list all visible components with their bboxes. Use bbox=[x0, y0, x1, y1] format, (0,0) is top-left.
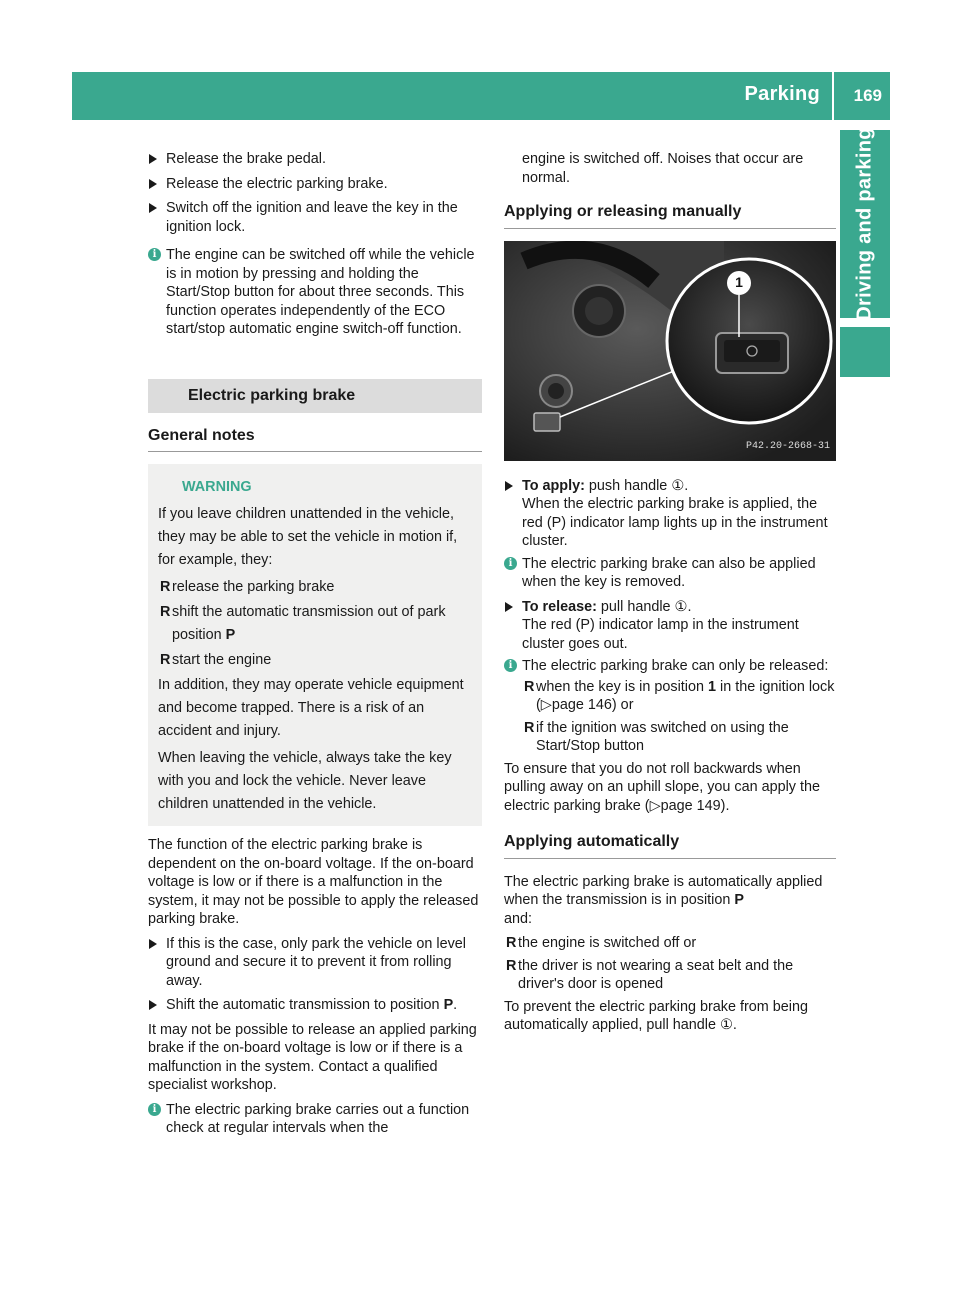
dashboard-illustration bbox=[504, 241, 836, 461]
step-arrow-icon bbox=[149, 1000, 157, 1010]
page-number: 169 bbox=[853, 86, 882, 105]
info-icon: i bbox=[504, 659, 517, 672]
chapter-side-tab-label: Driving and parking bbox=[853, 127, 876, 321]
step-arrow-icon bbox=[149, 179, 157, 189]
note-engine-switch-off: i The engine can be switched off while the vehicle is in motion by pressing and holding the Start/Stop button for about three seconds. This function operates independently of the ECO start/stop automatic engine switch-off function. bbox=[148, 246, 482, 339]
warning-bullet: R release the parking brake bbox=[160, 579, 335, 595]
step-arrow-icon bbox=[149, 154, 157, 164]
warning-para-leaving: When leaving the vehicle, always take the key with you and lock the vehicle. Never leave children unattended in the vehicle. bbox=[158, 750, 452, 812]
release-bullet: R when the key is in position 1 in the ignition lock (▷page 146) or bbox=[524, 678, 835, 713]
step-level-ground: If this is the case, only park the vehicle on level ground and secure it to prevent it from rolling away. bbox=[148, 935, 482, 991]
info-icon: i bbox=[148, 248, 161, 261]
subheading-general-notes: General notes bbox=[148, 427, 482, 453]
step-arrow-icon bbox=[149, 203, 157, 213]
note-key-removed: i The electric parking brake can also be applied when the key is removed. bbox=[504, 555, 836, 592]
warning-intro: If you leave children unattended in the vehicle, they may be able to set the vehicle in motion if, for example, they: bbox=[158, 506, 458, 568]
info-icon: i bbox=[504, 557, 517, 570]
auto-bullet: R the engine is switched off or bbox=[506, 935, 697, 951]
warning-bullet: R shift the automatic transmission out of park position P bbox=[160, 604, 446, 643]
note-only-released: i The electric parking brake can only be released: bbox=[504, 657, 836, 676]
warning-para-equipment: In addition, they may operate vehicle equipment and become trapped. There is a risk of an accident and injury. bbox=[158, 677, 464, 739]
figure-code: P42.20-2668-31 bbox=[745, 441, 830, 452]
step-arrow-icon bbox=[505, 481, 513, 491]
para-continued: engine is switched off. Noises that occur are normal. bbox=[522, 151, 804, 186]
warning-title: WARNING bbox=[158, 476, 472, 499]
brake-lamp-icon: (P) bbox=[575, 617, 595, 633]
step-arrow-icon bbox=[149, 939, 157, 949]
para-auto-intro: The electric parking brake is automatically applied when the transmission is in position P and: bbox=[504, 873, 823, 927]
page-ref-arrow-icon: ▷ bbox=[540, 697, 552, 713]
header-divider bbox=[832, 72, 834, 120]
right-column bbox=[504, 150, 836, 1041]
release-bullet: R if the ignition was switched on using the Start/Stop button bbox=[524, 719, 789, 754]
page-ref-arrow-icon: ▷ bbox=[649, 797, 661, 814]
step-to-apply: To apply: push handle ①. When the electric parking brake is applied, the red (P) indicator lamp lights up in the instrument cluster. bbox=[504, 477, 836, 551]
step-release-brake-pedal: Release the brake pedal. bbox=[148, 150, 482, 169]
section-title-band bbox=[148, 379, 482, 413]
note-function-check: i The electric parking brake carries out a function check at regular intervals when the bbox=[148, 1101, 482, 1138]
para-roll-backwards: To ensure that you do not roll backwards when pulling away on an uphill slope, you can apply the electric parking brake (▷page 149). bbox=[504, 760, 821, 814]
brake-lamp-icon: (P) bbox=[546, 514, 566, 531]
header-title: Parking bbox=[744, 83, 820, 105]
parking-brake-figure bbox=[504, 241, 836, 461]
heading-applying-releasing-manually: Applying or releasing manually bbox=[504, 203, 836, 229]
chapter-side-marker bbox=[840, 327, 890, 377]
figure-callout-1: 1 bbox=[735, 273, 743, 290]
step-to-release: To release: pull handle ①. The red (P) indicator lamp in the instrument cluster goes out. bbox=[504, 598, 836, 654]
para-auto-prevent: To prevent the electric parking brake from being automatically applied, pull handle ①. bbox=[504, 998, 808, 1033]
chapter-side-tab bbox=[840, 127, 890, 321]
warning-box bbox=[148, 464, 482, 826]
heading-applying-automatically: Applying automatically bbox=[504, 833, 836, 859]
auto-bullet: R the driver is not wearing a seat belt and the driver's door is opened bbox=[506, 957, 794, 992]
info-icon: i bbox=[148, 1103, 161, 1116]
left-column bbox=[148, 150, 482, 1144]
step-release-parking-brake: Release the electric parking brake. bbox=[148, 175, 482, 194]
para-release-voltage: It may not be possible to release an applied parking brake if the on-board voltage is low or if there is a malfunction in the system. Contact a qualified specialist workshop. bbox=[148, 1021, 477, 1093]
warning-bullet: R start the engine bbox=[160, 652, 272, 668]
section-title: Electric parking brake bbox=[188, 386, 356, 404]
step-arrow-icon bbox=[505, 602, 513, 612]
para-function-voltage: The function of the electric parking brake is dependent on the on-board voltage. If the on-board voltage is low or if there is a malfunction in the system, it may not be possible to apply the released parking brake. bbox=[148, 837, 479, 927]
step-switch-off-ignition: Switch off the ignition and leave the key in the ignition lock. bbox=[148, 199, 482, 236]
page-header-bar bbox=[72, 72, 890, 120]
step-shift-to-p: Shift the automatic transmission to position P. bbox=[148, 996, 482, 1015]
